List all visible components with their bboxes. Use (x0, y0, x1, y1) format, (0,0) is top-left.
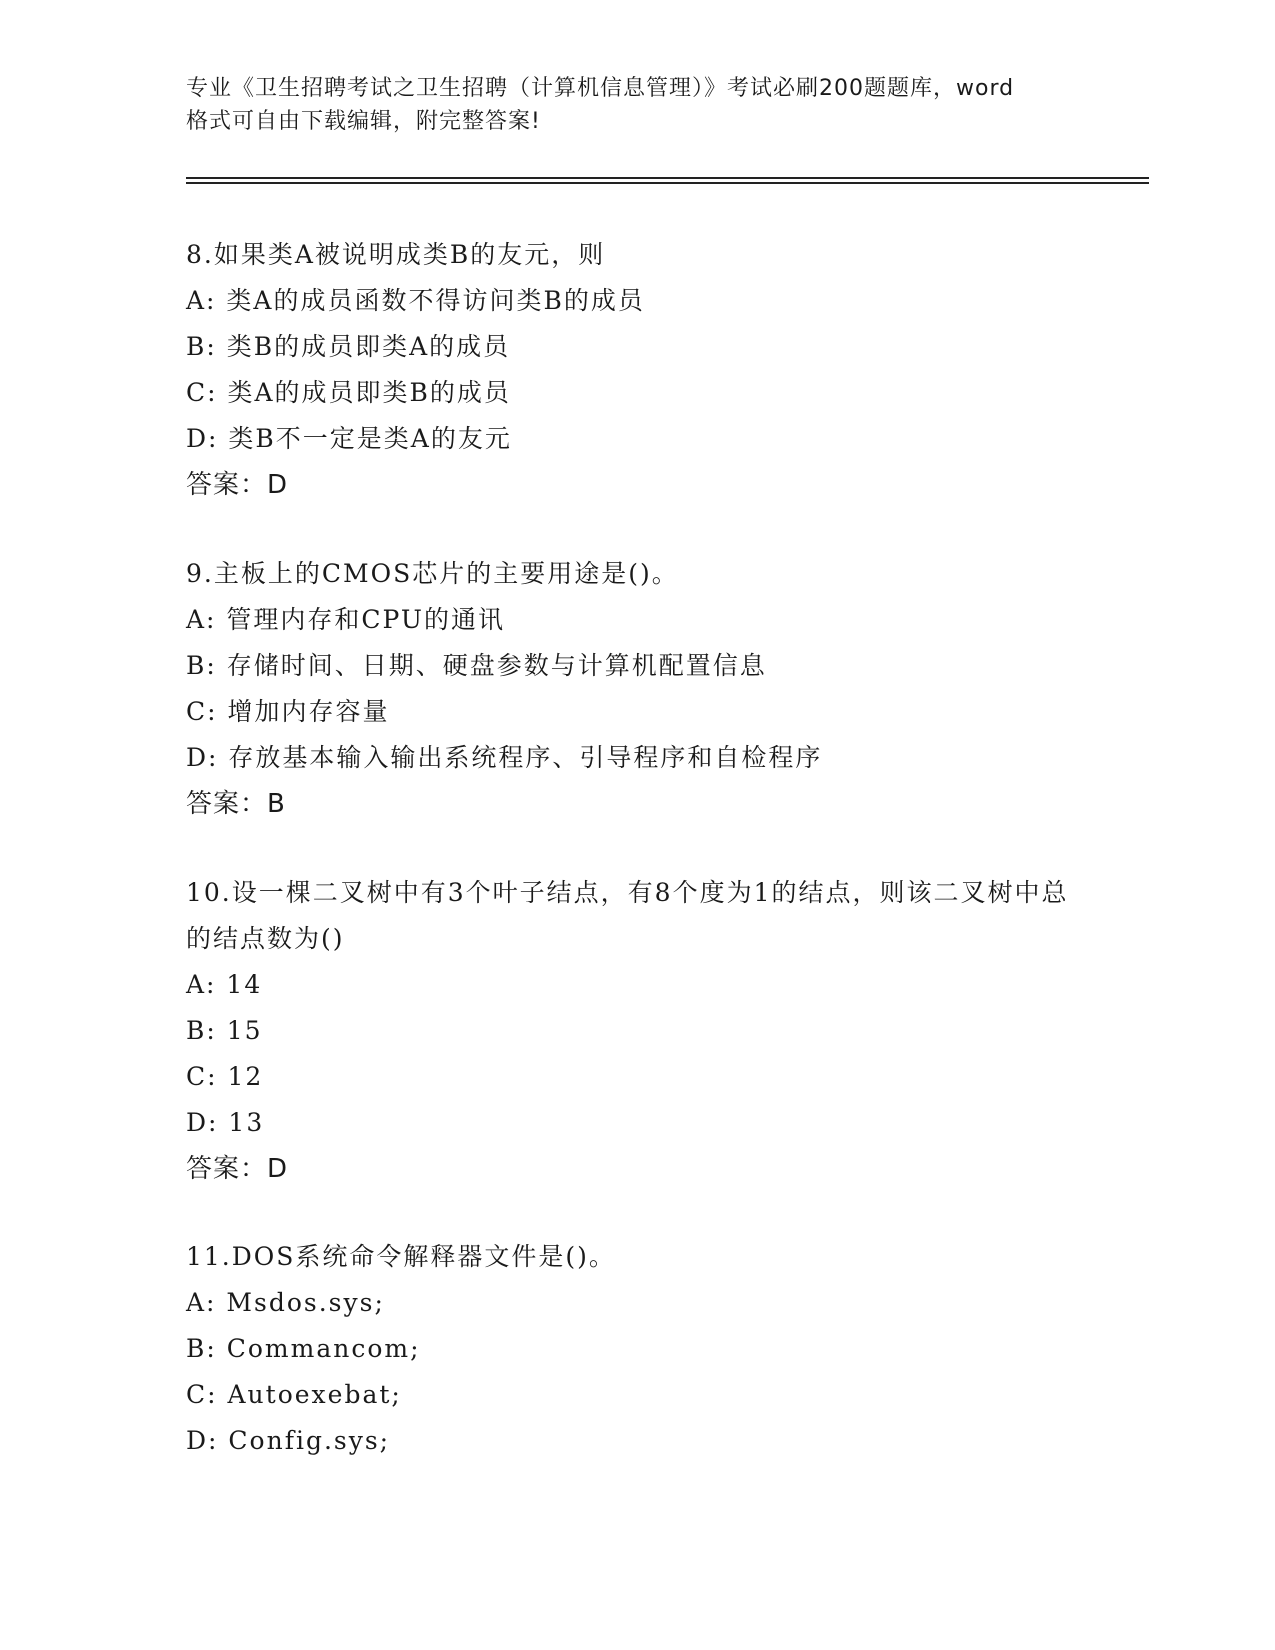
question-9 (186, 551, 1086, 827)
question-stem: 9.主板上的CMOS芯片的主要用途是()。 (186, 559, 679, 588)
option-c: C: Autoexebat; (186, 1380, 402, 1409)
option-c: C: 类A的成员即类B的成员 (186, 378, 511, 407)
option-a: A: 管理内存和CPU的通讯 (186, 605, 506, 634)
option-d: D: 类B不一定是类A的友元 (186, 424, 512, 453)
option-b: B: 存储时间、日期、硬盘参数与计算机配置信息 (186, 651, 767, 680)
option-b: B: 类B的成员即类A的成员 (186, 332, 511, 361)
question-stem: 8.如果类A被说明成类B的友元，则 (186, 240, 606, 269)
option-b: B: Commancom; (186, 1334, 421, 1363)
option-c: C: 12 (186, 1062, 264, 1091)
header-line-2: 格式可自由下载编辑，附完整答案! (186, 109, 541, 134)
question-stem: 11.DOS系统命令解释器文件是()。 (186, 1242, 616, 1271)
question-8 (186, 232, 1086, 508)
answer-line: 答案：D (186, 1154, 289, 1184)
answer-line: 答案：B (186, 789, 286, 819)
question-10 (186, 870, 1086, 1192)
header-rule-top (186, 177, 1149, 179)
option-b: B: 15 (186, 1016, 263, 1045)
option-d: D: 13 (186, 1108, 265, 1137)
option-c: C: 增加内存容量 (186, 697, 390, 726)
header-rule-bottom (186, 182, 1149, 184)
option-d: D: Config.sys; (186, 1426, 391, 1455)
question-stem: 10.设一棵二叉树中有3个叶子结点，有8个度为1的结点，则该二叉树中总的结点数为() (186, 878, 1069, 953)
header-line-1: 专业《卫生招聘考试之卫生招聘（计算机信息管理）》考试必刷200题题库，word (186, 76, 1015, 101)
option-d: D: 存放基本输入输出系统程序、引导程序和自检程序 (186, 743, 823, 772)
option-a: A: 类A的成员函数不得访问类B的成员 (186, 286, 645, 315)
document-header (186, 72, 1086, 138)
option-a: A: 14 (186, 970, 263, 999)
option-a: A: Msdos.sys; (186, 1288, 385, 1317)
question-11 (186, 1234, 1086, 1464)
answer-line: 答案：D (186, 470, 289, 500)
